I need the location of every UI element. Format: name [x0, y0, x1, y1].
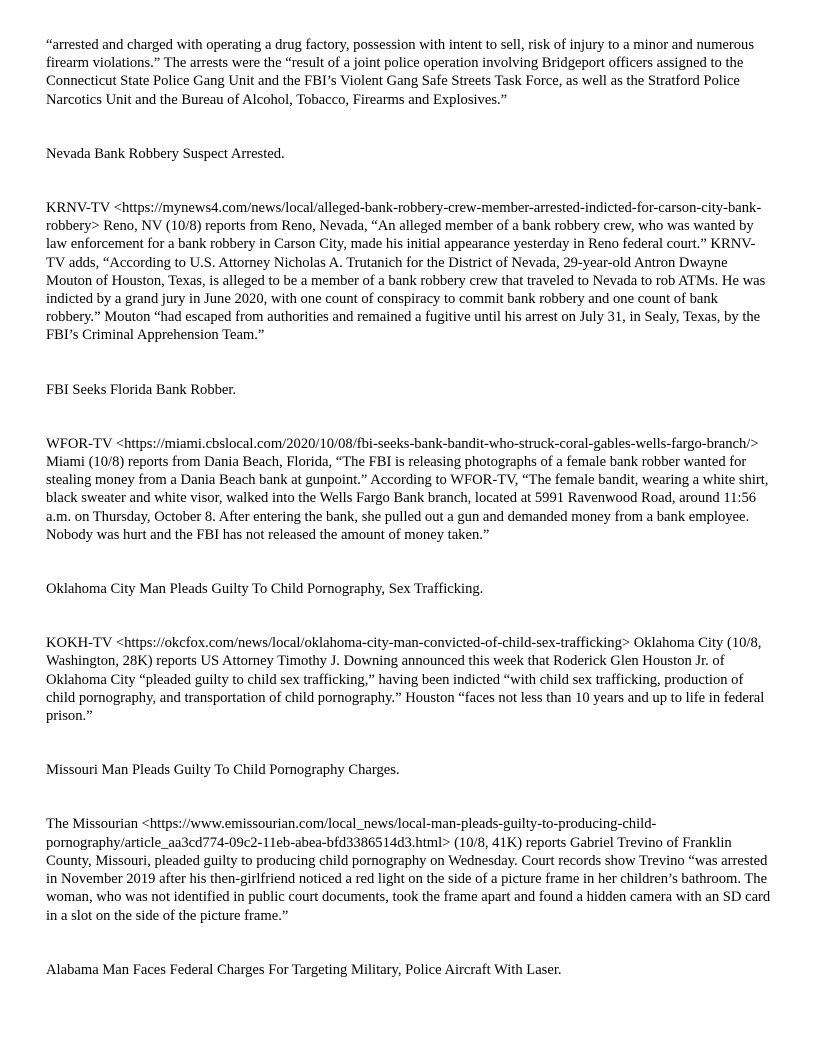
headline-florida-bank-robber: FBI Seeks Florida Bank Robber.	[46, 381, 237, 398]
headline-oklahoma-city-man: Oklahoma City Man Pleads Guilty To Child Pornography, Sex Trafficking.	[46, 581, 484, 598]
spacer	[46, 544, 774, 580]
spacer	[46, 163, 774, 199]
article-paragraph-florida-bank-robber: WFOR-TV <https://miami.cbslocal.com/2020/10/08/fbi-seeks-bank-bandit-who-struck-coral-gables-wells-fargo-branch/> Miami (10/8) reports from Dania Beach, Florida, “The FBI is releasing photographs of a female bank robber wanted for stealing money from a Dania Beach bank at gunpoint.” According to WFOR-TV, “The female bandit, wearing a white shirt, black sweater and white visor, walked into the Wells Fargo Bank branch, located at 5991 Ravenwood Road, around 11:56 a.m. on Thursday, October 8. After entering the bank, she pulled out a gun and demanded money from a bank employee. Nobody was hurt and the FBI has not released the amount of money taken.”	[46, 435, 769, 543]
spacer	[46, 925, 774, 961]
article-paragraph-missouri-man: The Missourian <https://www.emissourian.com/local_news/local-man-pleads-guilty-to-producing-child-pornography/article_aa3cd774-09c2-11eb-abea-bfd3386514d3.html> (10/8, 41K) reports Gabriel Trevino of Franklin County, Missouri, pleaded guilty to producing child pornography on Wednesday. Court records show Trevino “was arrested in November 2019 after his then-girlfriend noticed a red light on the side of a picture frame in her children’s bathroom. The woman, who was not identified in public court documents, took the frame apart and found a hidden camera with an SD card in a slot on the side of the picture frame.”	[46, 816, 771, 924]
spacer	[46, 399, 774, 435]
spacer	[46, 345, 774, 381]
spacer	[46, 109, 774, 145]
spacer	[46, 598, 774, 634]
article-paragraph-oklahoma-city-man: KOKH-TV <https://okcfox.com/news/local/oklahoma-city-man-convicted-of-child-sex-trafficking> Oklahoma City (10/8, Washington, 28K) reports US Attorney Timothy J. Downing announced this week that Roderick Glen Houston Jr. of Oklahoma City “pleaded guilty to child sex trafficking,” having been indicted “with child sex trafficking, production of child pornography, and transportation of child pornography.” Houston “faces not less than 10 years and up to life in federal prison.”	[46, 635, 765, 725]
document-page	[46, 36, 774, 979]
article-paragraph-nevada-bank-robbery: KRNV-TV <https://mynews4.com/news/local/alleged-bank-robbery-crew-member-arrested-indicted-for-carson-city-bank-robbery> Reno, NV (10/8) reports from Reno, Nevada, “An alleged member of a bank robbery crew, who was wanted by law enforcement for a bank robbery in Carson City, made his initial appearance yesterday in Reno federal court.” KRNV-TV adds, “According to U.S. Attorney Nicholas A. Trutanich for the District of Nevada, 29-year-old Antron Dwayne Mouton of Houston, Texas, is alleged to be a member of a bank robbery crew that traveled to Nevada to rob ATMs. He was indicted by a grand jury in June 2020, with one count of conspiracy to commit bank robbery and one count of bank robbery.” Mouton “had escaped from authorities and remained a fugitive until his arrest on July 31, in Sealy, Texas, by the FBI’s Criminal Apprehension Team.”	[46, 200, 766, 344]
spacer	[46, 725, 774, 761]
headline-nevada-bank-robbery: Nevada Bank Robbery Suspect Arrested.	[46, 145, 285, 162]
spacer	[46, 779, 774, 815]
headline-missouri-man: Missouri Man Pleads Guilty To Child Pornography Charges.	[46, 762, 400, 779]
headline-alabama-man-laser: Alabama Man Faces Federal Charges For Targeting Military, Police Aircraft With Laser.	[46, 961, 562, 978]
article-paragraph-bridgeport-arrests: “arrested and charged with operating a drug factory, possession with intent to sell, risk of injury to a minor and numerous firearm violations.” The arrests were the “result of a joint police operation involving Bridgeport officers assigned to the Connecticut State Police Gang Unit and the FBI’s Violent Gang Safe Streets Task Force, as well as the Stratford Police Narcotics Unit and the Bureau of Alcohol, Tobacco, Firearms and Explosives.”	[46, 37, 755, 108]
